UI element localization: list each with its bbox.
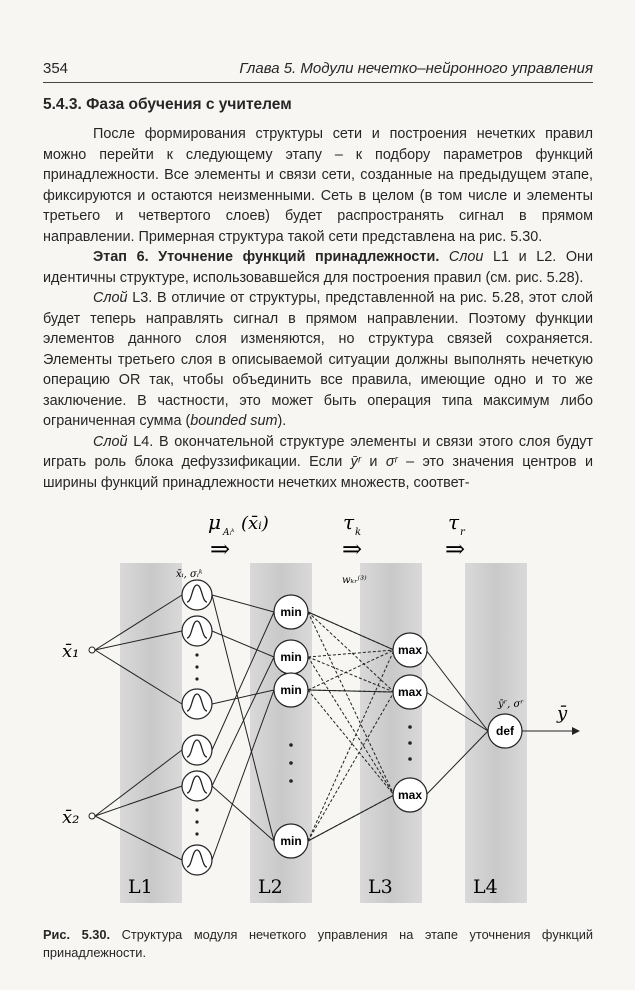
layer-label-l2: L2 [258, 876, 283, 898]
paragraph-1: После формирования структуры сети и построения нечетких правил можно перейти к следующему этапу – к подбору параметров функций принадлежности. Все элементы и связи сети, созданные на предыдущем этапе, фиксируются и остаются неизменными. Сеть в целом (в том числе и элементы третьего и четвертого слоев) будет распространять сигнал в прямом направлении. Примерная структура такой сети представлена на рис. 5.30. [43, 126, 593, 245]
output-arrowhead [572, 727, 580, 735]
tau-r-label: τ [448, 510, 460, 534]
l4-params-label: ȳʳ, σʳ [498, 699, 524, 710]
running-header [43, 60, 593, 80]
paragraph-4 [43, 432, 593, 494]
max-node-label: max [397, 643, 423, 657]
page-number: 354 [43, 60, 69, 77]
min-node-label: min [280, 650, 302, 664]
paragraph-3 [43, 288, 593, 432]
layer-label-l3: L3 [368, 876, 393, 898]
paragraph-4-tail: – это значения центров и ширины функций принадлежности нечетких множеств, соответ- [43, 454, 594, 491]
symbol-center: ȳʳ [350, 454, 362, 470]
tau-k-sub: k [355, 527, 362, 538]
paragraph-3-end: ). [277, 413, 287, 429]
paragraph-2-text: L1 и L2. Они идентичны структуре, использовавшейся для построения правил (см. рис. 5.28). [43, 249, 594, 286]
section-title: 5.4.3. Фаза обучения с учителем [43, 96, 292, 113]
input-x2-label: x̄₂ [62, 807, 80, 828]
membership-label-sub: Aᵢᵏ [223, 528, 235, 538]
symbol-width: σʳ [385, 454, 398, 470]
flow-arrow-2: ⇒ [342, 535, 363, 563]
caption-label: Рис. 5.30. [43, 927, 111, 942]
paragraph-4-text: L4. В окончательной структуре элементы и связи этого слоя будут играть роль блока дефуззификации. Если [43, 433, 594, 470]
layer-label-l4: L4 [473, 876, 498, 898]
min-node-label: min [280, 683, 302, 697]
input-node-x2 [89, 813, 95, 819]
flow-arrow-1: ⇒ [210, 535, 231, 563]
flow-arrow-3: ⇒ [445, 535, 466, 563]
input-x1-label: x̄₁ [62, 641, 80, 662]
l1-params-label: x̄ᵢ, σᵢᵏ [176, 569, 203, 580]
paragraph-2 [43, 247, 593, 288]
output-label: ȳ [557, 703, 568, 724]
min-node-label: min [280, 834, 302, 848]
layer-label-l1: L1 [128, 876, 153, 898]
def-node-label: def [496, 724, 514, 738]
paragraph-3-text: L3. В отличие от структуры, представленной на рис. 5.28, этот слой будет теперь направлять сигнал в прямом направлении. Поэтому функции элементов данного слоя изменяются, но структура связей сохраняется. Элементы третьего слоя в описываемой ситуации должны выполнять нечеткую операцию OR так, чтобы объединить все правила, имеющие одно и то же заключение. В частности, это может быть операция типа максимум либо ограниченная сумма ( [43, 290, 594, 429]
tau-r-sub: r [460, 527, 465, 538]
weight-label: wₖᵣ⁽³⁾ [342, 575, 367, 586]
figure-caption [43, 926, 593, 962]
stage-heading: Этап 6. Уточнение функций принадлежности. [93, 249, 440, 265]
l1-nodes [182, 580, 212, 875]
term-bounded-sum: bounded sum [190, 413, 278, 429]
input-node-x1 [89, 647, 95, 653]
layer-band-l1 [120, 563, 182, 903]
chapter-title: Глава 5. Модули нечетко–нейронного управления [239, 60, 593, 77]
min-node-label: min [280, 605, 302, 619]
membership-label-arg: (x̄ᵢ) [241, 513, 269, 534]
max-node-label: max [397, 788, 423, 802]
max-node-label: max [397, 685, 423, 699]
conjunction: и [369, 454, 378, 470]
body-text [43, 124, 593, 493]
caption-text: Структура модуля нечеткого управления на этапе уточнения функций принадлежности. [43, 927, 594, 960]
network-figure [60, 505, 580, 910]
layer-word: Слой [93, 433, 128, 450]
layer-band-l3 [360, 563, 422, 903]
membership-label: μ [208, 510, 221, 534]
layer-word: Слои [448, 249, 484, 265]
layer-word: Слой [93, 290, 128, 306]
header-rule [43, 82, 593, 83]
tau-k-label: τ [343, 510, 355, 534]
